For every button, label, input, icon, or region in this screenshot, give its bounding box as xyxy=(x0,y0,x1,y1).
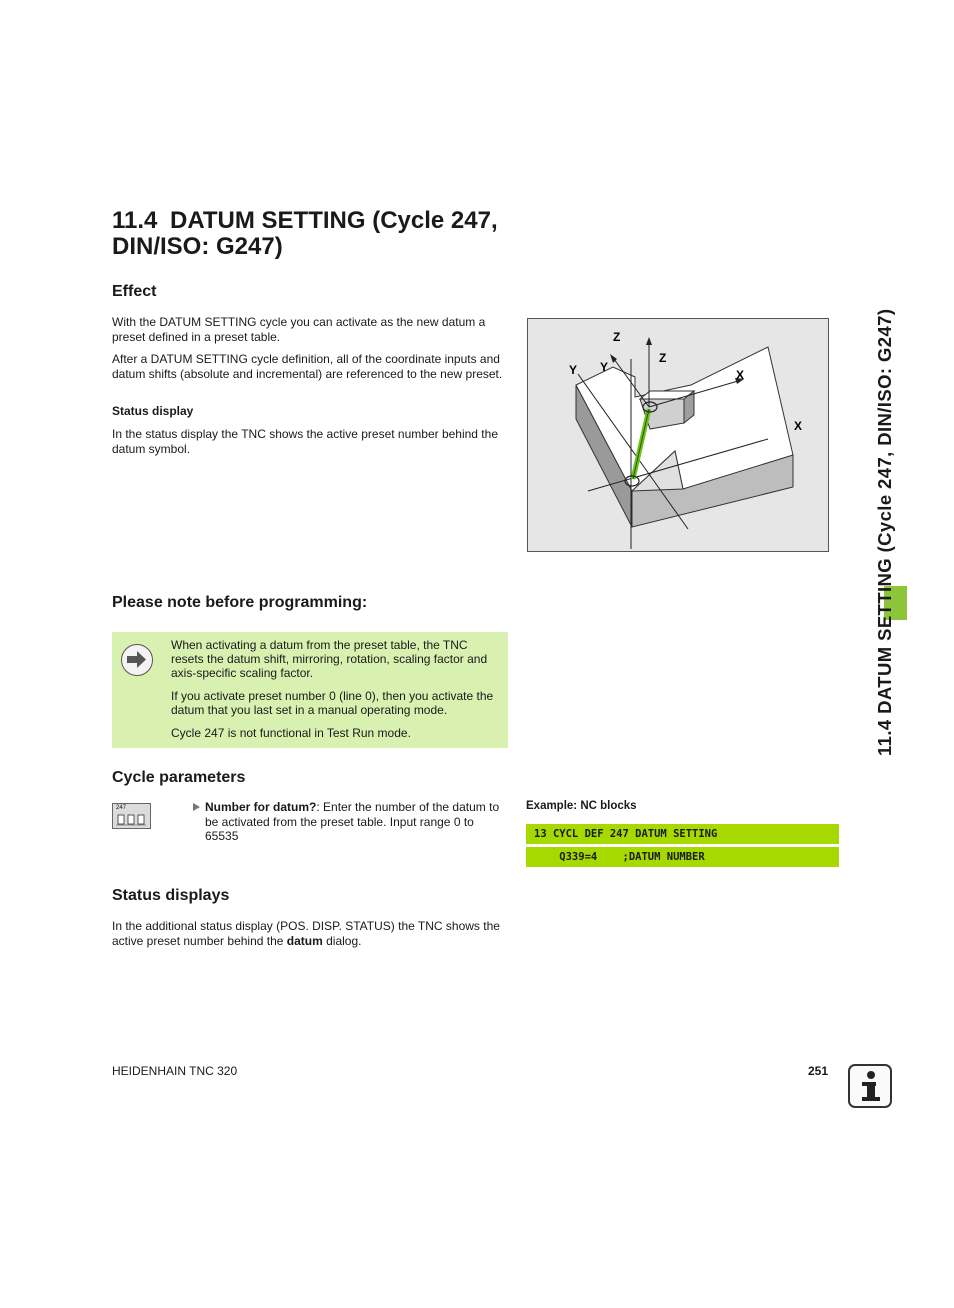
axis-label-y-upper: Y xyxy=(600,360,609,374)
axis-label-x-lower: X xyxy=(794,419,803,433)
section-title-text: DATUM SETTING (Cycle 247, DIN/ISO: G247) xyxy=(112,207,498,260)
note-box xyxy=(112,632,508,748)
side-tab-title: 11.4 DATUM SETTING (Cycle 247, DIN/ISO: G247) xyxy=(874,308,895,756)
cycle-247-softkey-icon xyxy=(112,803,151,829)
arrow-right-icon xyxy=(121,644,153,676)
axis-label-z-upper: Z xyxy=(659,351,667,365)
status-text-bold: datum xyxy=(286,933,323,948)
effect-paragraph-3: In the status display the TNC shows the active preset number behind the datum symbol. xyxy=(112,427,498,456)
axis-label-z-lower: Z xyxy=(613,330,621,344)
effect-paragraph-1: With the DATUM SETTING cycle you can activate as the new datum a preset defined in a preset table. xyxy=(112,315,486,344)
parameter-name: Number for datum? xyxy=(205,800,317,814)
example-heading: Example: NC blocks xyxy=(526,800,637,812)
nc-block-line-2: Q339=4 ;DATUM NUMBER xyxy=(526,847,839,867)
note-heading: Please note before programming: xyxy=(112,594,368,611)
axis-label-x-upper: X xyxy=(736,368,745,382)
nc-block-line-1: 13 CYCL DEF 247 DATUM SETTING xyxy=(526,824,839,844)
cycle-parameters-heading: Cycle parameters xyxy=(112,769,246,786)
softkey-label: 247 xyxy=(116,805,127,811)
parameter-text: : Enter the number of the datum to be activated from the preset table. Input range 0 to 65535 xyxy=(205,800,500,844)
section-title xyxy=(112,208,532,260)
section-number: 11.4 xyxy=(112,207,158,234)
note-paragraph-2: If you activate preset number 0 (line 0), then you activate the datum that you last set in a manual operating mode. xyxy=(171,689,494,717)
status-displays-paragraph xyxy=(112,919,508,948)
page-number: 251 xyxy=(808,1064,829,1078)
effect-heading: Effect xyxy=(112,283,157,300)
note-paragraph-3: Cycle 247 is not functional in Test Run mode. xyxy=(171,726,411,740)
info-icon xyxy=(848,1064,892,1108)
datum-diagram xyxy=(528,319,828,551)
note-paragraph-1: When activating a datum from the preset table, the TNC resets the datum shift, mirroring, rotation, scaling factor and axis-specific scaling factor. xyxy=(171,638,488,680)
bullet-triangle-icon xyxy=(193,803,200,811)
status-text-start: In the additional status display (POS. DISP. STATUS) the TNC shows the active preset number behind the xyxy=(112,919,500,948)
axis-label-y-lower: Y xyxy=(569,363,578,377)
parameter-description xyxy=(193,800,508,844)
status-displays-heading: Status displays xyxy=(112,887,230,904)
status-display-subheading: Status display xyxy=(112,404,194,418)
datum-figure xyxy=(527,318,829,552)
footer-product: HEIDENHAIN TNC 320 xyxy=(112,1064,238,1078)
status-text-end: dialog. xyxy=(322,933,362,948)
effect-paragraph-2: After a DATUM SETTING cycle definition, all of the coordinate inputs and datum shifts (absolute and incremental) are referenced to the new preset. xyxy=(112,352,503,381)
